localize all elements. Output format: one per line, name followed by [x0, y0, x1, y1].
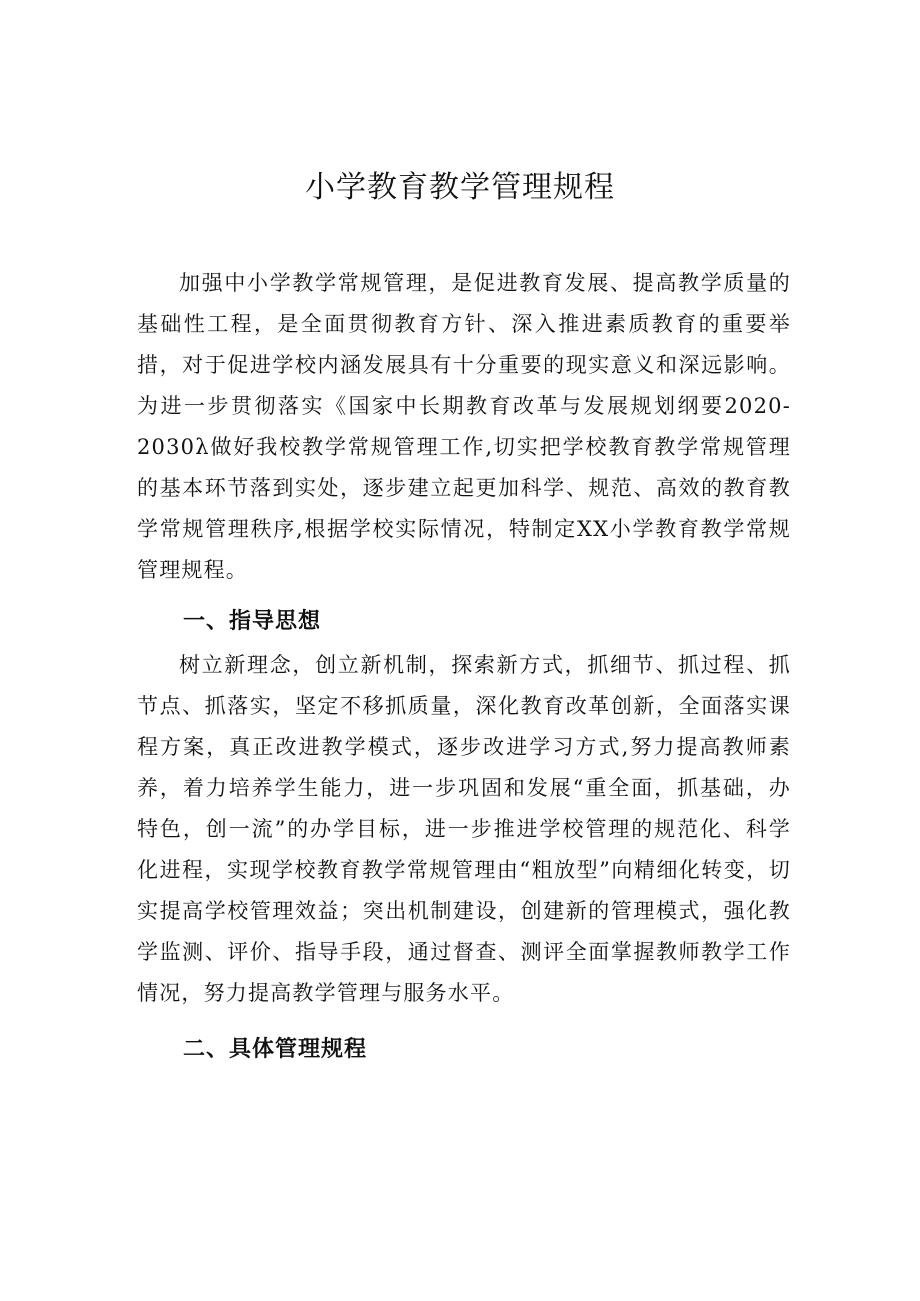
section-heading-management-rules: 二、具体管理规程	[183, 1037, 368, 1062]
document-title: 小学教育教学管理规程	[305, 170, 615, 205]
section-heading-guiding-ideology: 一、指导思想	[183, 609, 322, 634]
intro-paragraph: 加强中小学教学常规管理，是促进教育发展、提高教学质量的基础性工程，是全面贯彻教育方针、深入推进素质教育的重要举措，对于促进学校内涵发展具有十分重要的现实意义和深远影响。为进一步贯彻落实《国家中长期教育改革与发展规划纲要2020-2030λ做好我校教学常规管理工作,切实把学校教育教学常规管理的基本环节落到实处，逐步建立起更加科学、规范、高效的教育教学常规管理秩序,根据学校实际情况，特制定XX小学教育教学常规管理规程。	[137, 271, 791, 582]
document-body	[137, 263, 791, 1070]
guiding-ideology-paragraph: 树立新理念，创立新机制，探索新方式，抓细节、抓过程、抓节点、抓落实，坚定不移抓质量，深化教育改革创新，全面落实课程方案，真正改进教学模式，逐步改进学习方式,努力提高教师素养，着力培养学生能力，进一步巩固和发展“重全面，抓基础，办特色，创一流”的办学目标，进一步推进学校管理的规范化、科学化进程，实现学校教育教学常规管理由“粗放型”向精细化转变，切实提高学校管理效益；突出机制建设，创建新的管理模式，强化教学监测、评价、指导手段，通过督查、测评全面掌握教师教学工作情况，努力提高教学管理与服务水平。	[137, 653, 791, 1005]
